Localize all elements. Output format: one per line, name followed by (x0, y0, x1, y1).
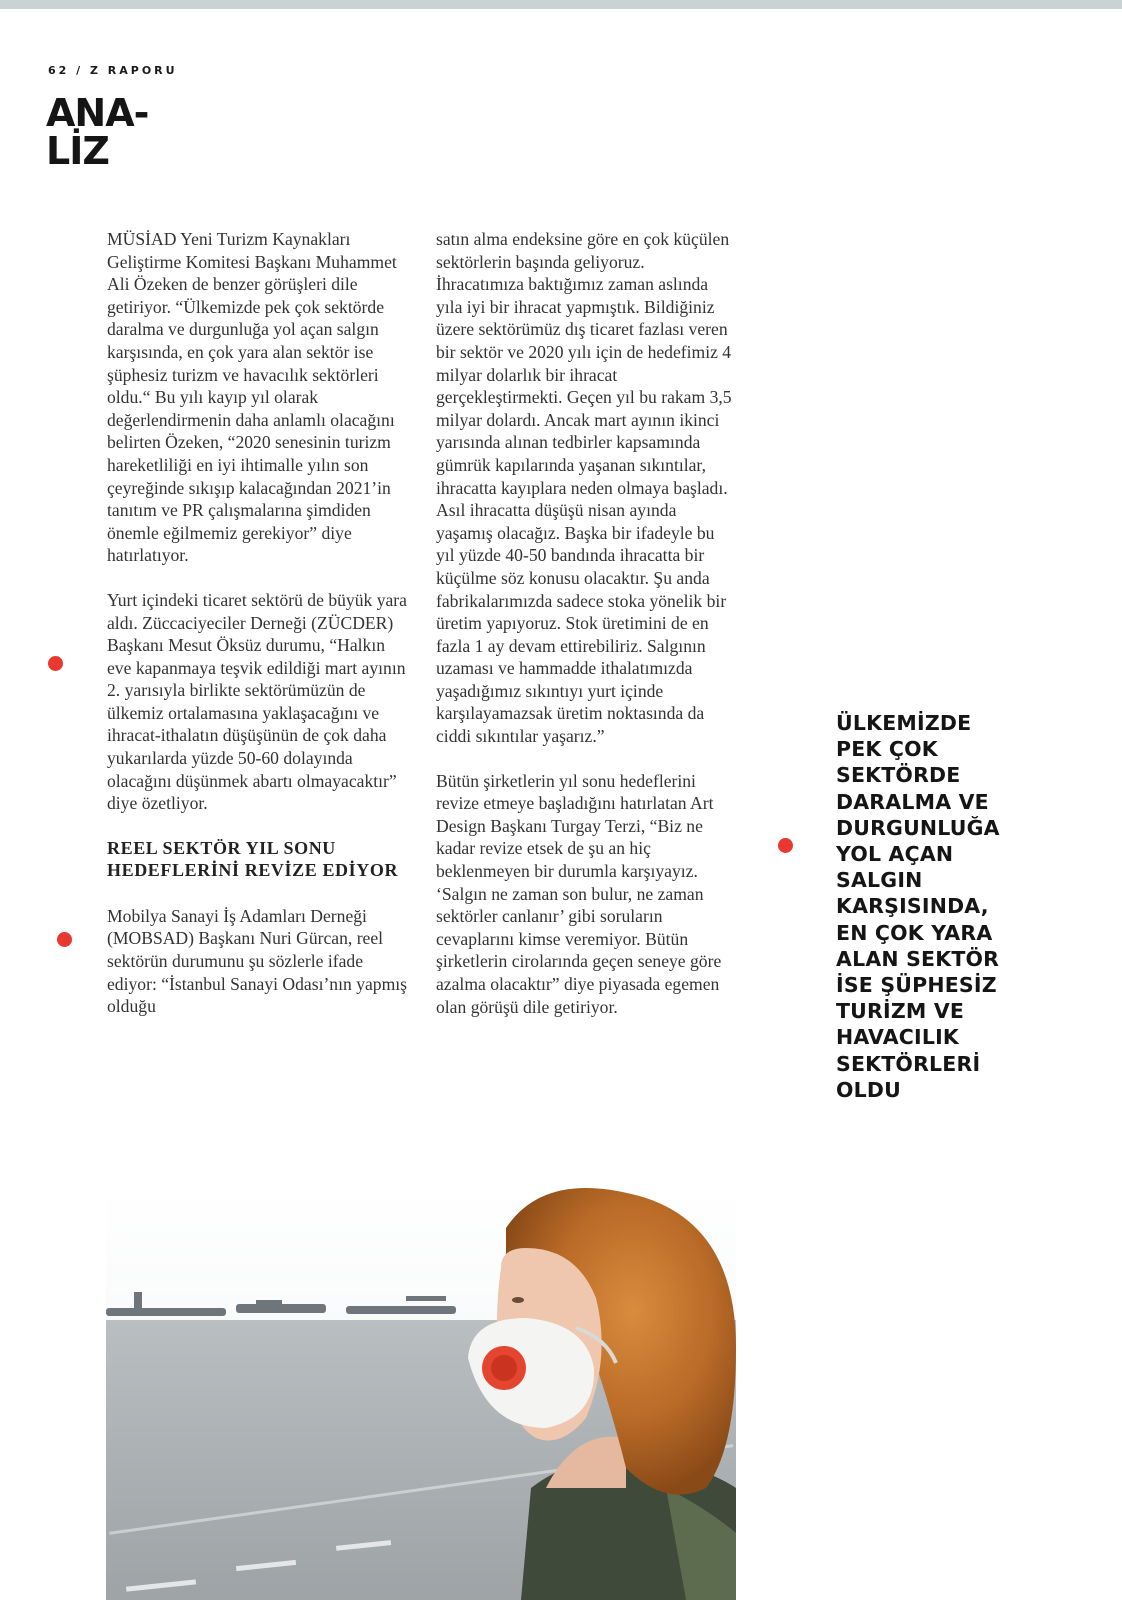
pull-quote-line: EN ÇOK YARA (836, 920, 993, 945)
pull-quote-line: DARALMA VE (836, 789, 989, 814)
article-column-2 (436, 228, 736, 1040)
paragraph: Bütün şirketlerin yıl sonu hedeflerini revize etmeye başladığını hatırlatan Art Design Başkanı Turgay Terzi, “Biz ne kadar revize etsek de şu an hiç beklenmeyen bir durumla karşıyayız. ‘Salgın ne zaman son bulur, ne zaman sektörler canlanır’ gibi soruların cevaplarını kimse veremiyor. Bütün şirketlerin cirolarında geçen seneye göre azalma olacaktır” diye piyasada egemen olan görüşü dile getiriyor. (436, 770, 722, 1017)
section-title (46, 91, 149, 173)
paragraph: Yurt içindeki ticaret sektörü de büyük yara aldı. Züccaciyeciler Derneği (ZÜCDER) Başkanı Mesut Öksüz durumu, “Halkın eve kapanmaya teşvik edildiği mart ayının 2. yarısıyla birlikte sektörümüzün de ülkemiz ortalamasına yaklaşacağını ve ihracat-ithalatın düşüşünün de çok daha yukarılarda yüzde 50-60 dolayında olacağını düşünmek abartı olmayacaktır” diye özetliyor. (107, 589, 407, 814)
pull-quote-line: YOL AÇAN (836, 842, 954, 867)
section-title-line-1: ANA- (46, 91, 149, 135)
paragraph: Mobilya Sanayi İş Adamları Derneği (MOBSAD) Başkanı Nuri Gürcan, reel sektörün durumunu şu sözlerle ifade ediyor: “İstanbul Sanayi Odası’nın yapmış olduğu (107, 905, 408, 1017)
pull-quote-line: PEK ÇOK (836, 737, 938, 762)
pull-quote-line: DURGUNLUĞA (836, 815, 1000, 840)
section-title-line-2: LİZ (46, 129, 109, 173)
top-border (0, 0, 1122, 9)
pull-quote-line: HAVACILIK (836, 1025, 960, 1050)
paragraph: satın alma endeksine göre en çok küçülen sektörlerin başında geliyoruz. İhracatımıza baktığımız zaman aslında yıla iyi bir ihracat yapmıştık. Bildiğiniz üzere sektörümüz dış ticaret fazlası veren bir sektör ve 2020 yılı için de hedefimiz 4 milyar dolarlık bir ihracat gerçekleştirmekti. Geçen yıl bu rakam 3,5 milyar dolardı. Ancak mart ayının ikinci yarısında alınan tedbirler kapsamında gümrük kapılarında yaşanan sıkıntılar, ihracatta kayıplara neden olmaya başladı. Asıl ihracatta düşüşü nisan ayında yaşamış olacağız. Başka bir ifadeyle bu yıl yüzde 40-50 bandında ihracatta bir küçülme söz konusu olacaktır. Şu anda fabrikalarımızda sadece stoka yönelik bir üretim yapıyoruz. Stok üretimini de en fazla 1 ay devam ettirebiliriz. Salgının uzaması ve hammadde ithalatımızda yaşadığımız sıkıntıyı yurt içinde karşılayamazsak üretim noktasında da ciddi sıkıntılar yaşarız.” (436, 229, 732, 747)
pull-quote-line: TURİZM VE (836, 999, 965, 1024)
pull-quote-line: KARŞISINDA, (836, 894, 989, 919)
red-dot-marker (778, 838, 793, 853)
pull-quote-line: SEKTÖRDE (836, 763, 961, 788)
photo-woman-with-mask-at-airport (106, 1188, 736, 1600)
pull-quote-line: ALAN SEKTÖR (836, 946, 1000, 971)
article-column-1 (107, 228, 407, 1040)
subheading: REEL SEKTÖR YIL SONU HEDEFLERİNİ REVİZE EDİYOR (107, 837, 399, 880)
page-header: 62 / Z RAPORU (48, 64, 178, 77)
red-dot-marker (48, 656, 63, 671)
pull-quote (836, 710, 1006, 1103)
pull-quote-line: İSE ŞÜPHESİZ (836, 973, 997, 998)
pull-quote-line: SEKTÖRLERİ (836, 1051, 981, 1076)
paragraph: MÜSİAD Yeni Turizm Kaynakları Geliştirme Komitesi Başkanı Muhammet Ali Özeken de benzer görüşleri dile getiriyor. “Ülkemizde pek çok sektörde daralma ve durgunluğa yol açan salgın karşısında, en çok yara alan sektör ise şüphesiz turizm ve havacılık sektörleri oldu.“ Bu yılı kayıp yıl olarak değerlendirmenin daha anlamlı olacağını belirten Özeken, “2020 senesinin turizm hareketliliği en iyi ihtimalle yılın son çeyreğinde sıkışıp kalacağından 2021’in tanıtım ve PR çalışmalarına şimdiden önemle eğilmemiz gerekiyor” diye hatırlatıyor. (107, 229, 397, 566)
pull-quote-line: ÜLKEMİZDE (836, 711, 972, 735)
pull-quote-line: OLDU (836, 1077, 901, 1102)
pull-quote-line: SALGIN (836, 868, 923, 893)
red-dot-marker (57, 932, 72, 947)
